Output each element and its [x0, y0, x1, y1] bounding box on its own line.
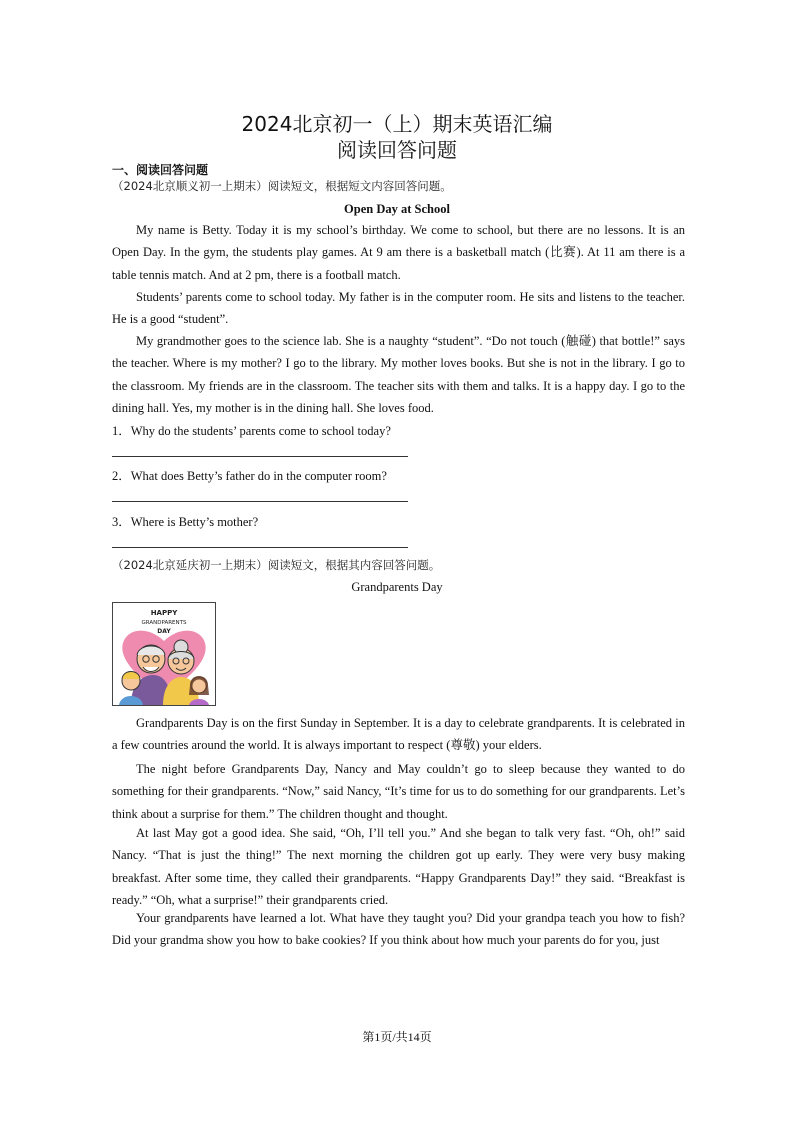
passage2-paragraph: Grandparents Day is on the first Sunday in September. It is a day to celebrate grandparents. It is celebrated in a few countries around the world. It is always important to respect (尊敬) your elders.: [112, 716, 685, 753]
passage1-paragraph: My grandmother goes to the science lab. She is a naughty “student”. “Do not touch (触碰) that bottle!” says the teacher. Where is my mother? I go to the library. My mother loves books. But she is not in the library. I go to the classroom. My friends are in the classroom. The teacher sits with them and talks. It is a happy day. I go to the dining hall. Yes, my mother is in the dining hall. She loves food.: [112, 334, 685, 415]
question-3: 3．Where is Betty’s mother?: [112, 515, 259, 529]
passage2-paragraph: The night before Grandparents Day, Nancy and May couldn’t go to sleep because they wanted to do something for their grandparents. “Now,” said Nancy, “It’s time for us to do something for our grandparents. Let’s think about a surprise for them.” The children thought and thought.: [112, 762, 685, 821]
passage2-title: Grandparents Day: [351, 580, 443, 594]
answer-line-2[interactable]: [112, 501, 408, 502]
passage1-source: （2024北京顺义初一上期末）阅读短文，根据短文内容回答问题。: [112, 179, 452, 193]
image-caption: DAY: [157, 628, 171, 635]
section-heading: 一、阅读回答问题: [112, 163, 209, 177]
question-2: 2．What does Betty’s father do in the computer room?: [112, 469, 387, 483]
answer-line-1[interactable]: [112, 456, 408, 457]
passage2-source: （2024北京延庆初一上期末）阅读短文，根据其内容回答问题。: [112, 558, 441, 572]
page-number: 第1页/共14页: [362, 1030, 432, 1044]
question-1: 1．Why do the students’ parents come to school today?: [112, 424, 391, 438]
image-caption: HAPPY: [150, 609, 178, 617]
grandparents-family-icon: [113, 603, 215, 705]
passage1-paragraph: My name is Betty. Today it is my school’s birthday. We come to school, but there are no lessons. It is an Open Day. In the gym, the students play games. At 9 am there is a basketball match (比赛). At 11 am there is a table tennis match. And at 2 pm, there is a football match.: [112, 223, 685, 282]
grandparents-illustration: [112, 602, 216, 706]
document-title: 2024北京初一（上）期末英语汇编: [241, 112, 553, 136]
passage1-paragraph: Students’ parents come to school today. My father is in the computer room. He sits and listens to the teacher. He is a good “student”.: [112, 290, 685, 327]
image-caption: GRANDPARENTS: [141, 620, 187, 626]
passage2-paragraph: At last May got a good idea. She said, “Oh, I’ll tell you.” And she began to talk very fast. “Oh, oh!” said Nancy. “That is just the thing!” The next morning the children got up early. They were very busy making breakfast. After some time, they called their grandparents. “Happy Grandparents Day!” they said. “Breakfast is ready.” “Oh, what a surprise!” their grandparents cried.: [112, 826, 685, 907]
passage2-paragraph: Your grandparents have learned a lot. What have they taught you? Did your grandpa teach you how to fish? Did your grandma show you how to bake cookies? If you think about how much your parents do for you, just: [112, 911, 685, 948]
answer-line-3[interactable]: [112, 547, 408, 548]
document-subtitle: 阅读回答问题: [337, 138, 457, 162]
passage1-title: Open Day at School: [344, 202, 450, 216]
